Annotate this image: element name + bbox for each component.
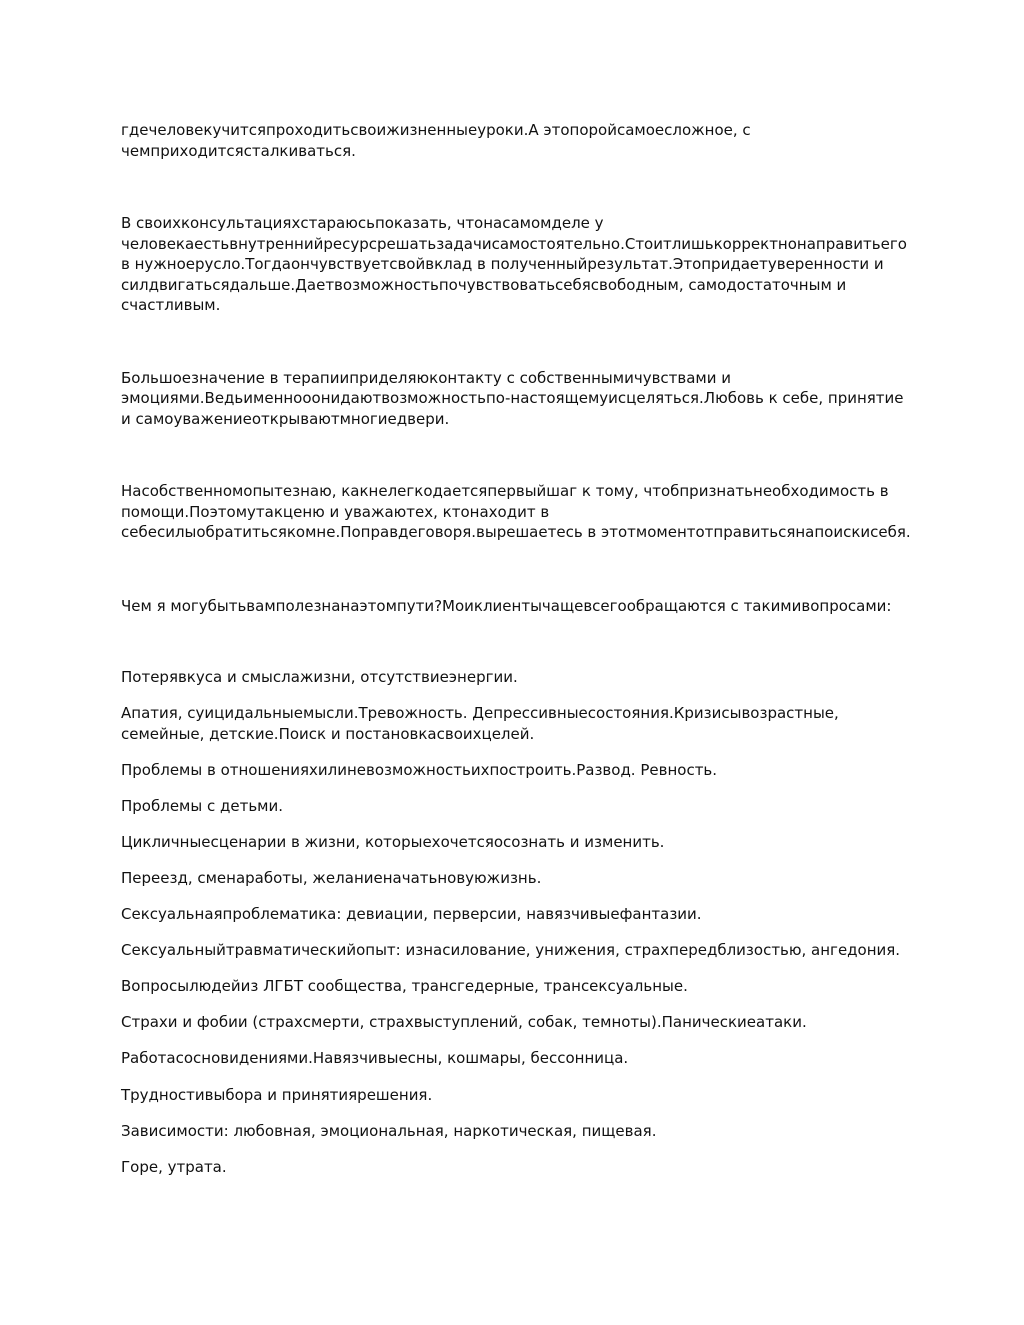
- list-item: Работасосновидениями.Навязчивыесны, кошмары, бессонница.: [121, 1049, 629, 1068]
- paragraph-first-step: Насобственномопытезнаю, какнелегкодаетсяпервыйшаг к тому, чтобпризнатьнеобходимость в помощи.Поэтомутакценю и уважаютех, ктонаходит в себесилыобратитьсякомне.Поправдеговоря.вырешаетесь в этотмоментотправитьсянапоискисебя.: [121, 482, 911, 541]
- document-page: [121, 120, 911, 1193]
- list-item: Вопросылюдейиз ЛГБТ сообщества, трансгедерные, трансексуальные.: [121, 977, 688, 996]
- list-item: Потерявкуса и смыслажизни, отсутствиеэнергии.: [121, 668, 518, 686]
- list-item: Цикличныесценарии в жизни, которыехочетсяосознать и изменить.: [121, 832, 665, 851]
- list-item: Проблемы в отношенияхилиневозможностьихпостроить.Развод. Ревность.: [121, 760, 718, 779]
- list-item: Сексуальныйтравматическийопыт: изнасилование, унижения, страхпередблизостью, ангедония.: [121, 941, 901, 960]
- list-item: Зависимости: любовная, эмоциональная, наркотическая, пищевая.: [121, 1121, 657, 1140]
- paragraph-how-can-i-help: Чем я могубытьвамполезнанаэтомпути?Моиклиентычащевсегообращаются с такимивопросами:: [121, 596, 892, 615]
- list-item: Горе, утрата.: [121, 1157, 227, 1176]
- paragraph-feelings: Большоезначение в терапииприделяюконтакту с собственнымичувствами и эмоциями.Ведьименнооонидаютвозможностьпо-настоящемуисцеляться.Любовь к себе, принятие и самоуважениеоткрываютмногиедвери.: [121, 368, 904, 428]
- paragraph-inner-resource: В своихконсультацияхстараюсьпоказать, чтонасамомделе у человекаестьвнутреннийресурсрешатьзадачисамостоятельно.Стоитлишькорректнонаправитьего в нужноерусло.Тогдаончувствуетсвойвклад в полученныйрезультат.Этопридаетуверенности и силдвигатьсядальше.Даетвозможностьпочувствоватьсебясвободным, самодостаточным и счастливым.: [121, 214, 907, 314]
- list-item: Сексуальнаяпроблематика: девиации, перверсии, навязчивыефантазии.: [121, 905, 702, 924]
- list-item: Страхи и фобии (страхсмерти, страхвыступлений, собак, темноты).Паническиеатаки.: [121, 1013, 807, 1032]
- list-item: Проблемы с детьми.: [121, 796, 283, 815]
- issues-list: [121, 667, 911, 1177]
- list-item: Апатия, суицидальныемысли.Тревожность. Депрессивныесостояния.Кризисывозрастные, семейные, детские.Поиск и постановкасвоихцелей.: [121, 704, 839, 743]
- list-item: Переезд, сменаработы, желаниеначатьновуюжизнь.: [121, 868, 542, 887]
- paragraph-intro-end: гдечеловекучитсяпроходитьсвоижизненныеуроки.А этопоройсамоесложное, с чемприходитсясталкиваться.: [121, 121, 751, 160]
- list-item: Трудностивыбора и принятиярешения.: [121, 1085, 433, 1104]
